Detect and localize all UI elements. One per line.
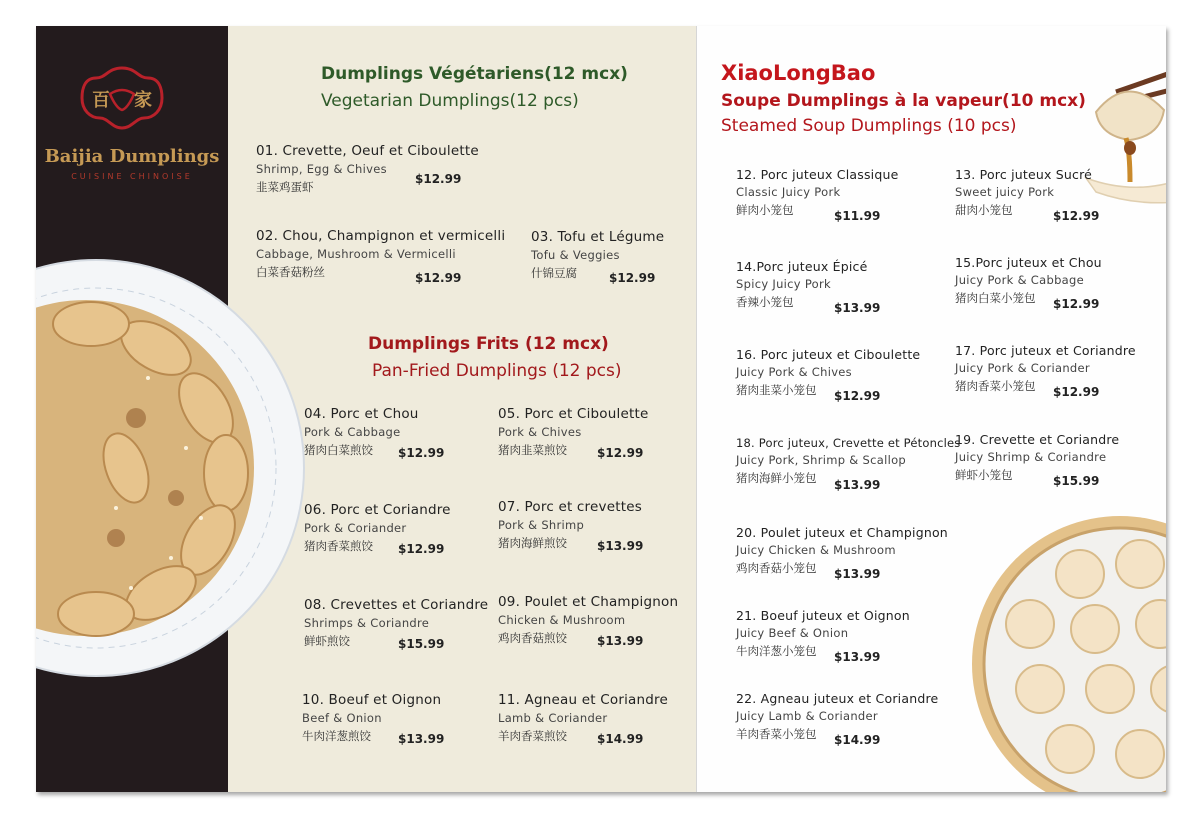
menu-item: 10. Boeuf et Oignon Beef & Onion 牛肉洋葱煎饺 $13.99 [302, 692, 445, 746]
menu-item: 13. Porc juteux Sucré Sweet juicy Pork 甜肉小笼包 $12.99 [955, 167, 1100, 223]
item-price: $13.99 [597, 634, 644, 648]
item-price: $12.99 [609, 271, 656, 285]
menu-item: 21. Boeuf juteux et Oignon Juicy Beef & Onion 牛肉洋葱小笼包 $13.99 [736, 608, 910, 664]
xiaolongbao-title-fr: Soupe Dumplings à la vapeur(10 mcx) [721, 91, 1086, 111]
menu-item: 20. Poulet juteux et Champignon Juicy Chicken & Mushroom 鸡肉香菇小笼包 $13.99 [736, 525, 948, 581]
item-price: $12.99 [597, 446, 644, 460]
menu-item: 04. Porc et Chou Pork & Cabbage 猪肉白菜煎饺 $12.99 [304, 406, 445, 460]
item-price: $15.99 [1053, 474, 1100, 488]
fried-dumplings-photo [36, 258, 306, 678]
item-price: $13.99 [398, 732, 445, 746]
menu-item: 07. Porc et crevettes Pork & Shrimp 猪肉海鲜煎饺 $13.99 [498, 499, 644, 553]
item-price: $11.99 [834, 209, 881, 223]
menu-item: 19. Crevette et Coriandre Juicy Shrimp & Coriandre 鲜虾小笼包 $15.99 [955, 432, 1120, 488]
item-price: $12.99 [398, 446, 445, 460]
menu-sheet [36, 26, 1166, 792]
item-price: $14.99 [597, 732, 644, 746]
vegetarian-title-fr: Dumplings Végétariens(12 mcx) [321, 64, 628, 84]
vegetarian-title-en: Vegetarian Dumplings(12 pcs) [321, 91, 579, 111]
item-price: $13.99 [834, 567, 881, 581]
item-price: $12.99 [834, 389, 881, 403]
item-price: $12.99 [1053, 385, 1100, 399]
menu-item: 05. Porc et Ciboulette Pork & Chives 猪肉韭菜煎饺 $12.99 [498, 406, 649, 460]
brand-name: Baijia Dumplings [44, 146, 220, 167]
item-price: $14.99 [834, 733, 881, 747]
item-price: $12.99 [1053, 209, 1100, 223]
menu-item: 17. Porc juteux et Coriandre Juicy Pork & Coriander 猪肉香菜小笼包 $12.99 [955, 343, 1136, 399]
item-price: $13.99 [834, 301, 881, 315]
item-price: $12.99 [415, 172, 462, 186]
xiaolongbao-title: XiaoLongBao [721, 61, 876, 85]
menu-item: 15.Porc juteux et Chou Juicy Pork & Cabbage 猪肉白菜小笼包 $12.99 [955, 255, 1102, 311]
item-price: $12.99 [1053, 297, 1100, 311]
menu-item: 09. Poulet et Champignon Chicken & Mushroom 鸡肉香菇煎饺 $13.99 [498, 594, 679, 648]
fried-title-fr: Dumplings Frits (12 mcx) [368, 334, 609, 354]
menu-item: 01. Crevette, Oeuf et Ciboulette Shrimp, Egg & Chives 韭菜鸡蛋虾 $12.99 [256, 143, 479, 194]
brand-subtitle: CUISINE CHINOISE [71, 172, 193, 181]
baijia-logo-icon [78, 64, 166, 132]
logo-char-left: 百 [92, 90, 110, 111]
menu-item: 02. Chou, Champignon et vermicelli Cabbage, Mushroom & Vermicelli 白菜香菇粉丝 $12.99 [256, 228, 506, 285]
menu-item: 06. Porc et Coriandre Pork & Coriander 猪肉香菜煎饺 $12.99 [304, 502, 451, 556]
item-price: $13.99 [834, 478, 881, 492]
menu-item: 11. Agneau et Coriandre Lamb & Coriander 羊肉香菜煎饺 $14.99 [498, 692, 668, 746]
item-price: $13.99 [834, 650, 881, 664]
item-price: $15.99 [398, 637, 445, 651]
menu-item: 16. Porc juteux et Ciboulette Juicy Pork & Chives 猪肉韭菜小笼包 $12.99 [736, 347, 921, 403]
menu-item: 03. Tofu et Légume Tofu & Veggies 什锦豆腐 $12.99 [531, 229, 665, 285]
menu-item: 14.Porc juteux Épicé Spicy Juicy Pork 香辣小笼包 $13.99 [736, 259, 881, 315]
xiaolongbao-title-en: Steamed Soup Dumplings (10 pcs) [721, 116, 1017, 136]
steamer-basket-photo [970, 514, 1166, 792]
item-price: $12.99 [398, 542, 445, 556]
item-price: $13.99 [597, 539, 644, 553]
item-price: $12.99 [415, 271, 462, 285]
menu-item: 08. Crevettes et Coriandre Shrimps & Coriandre 鲜虾煎饺 $15.99 [304, 597, 489, 651]
logo-char-right: 家 [134, 90, 152, 111]
menu-item: 18. Porc juteux, Crevette et Pétoncles Juicy Pork, Shrimp & Scallop 猪肉海鲜小笼包 $13.99 [736, 436, 961, 492]
fried-title-en: Pan-Fried Dumplings (12 pcs) [372, 361, 622, 381]
menu-item: 22. Agneau juteux et Coriandre Juicy Lamb & Coriander 羊肉香菜小笼包 $14.99 [736, 691, 939, 747]
menu-item: 12. Porc juteux Classique Classic Juicy Pork 鲜肉小笼包 $11.99 [736, 167, 899, 223]
